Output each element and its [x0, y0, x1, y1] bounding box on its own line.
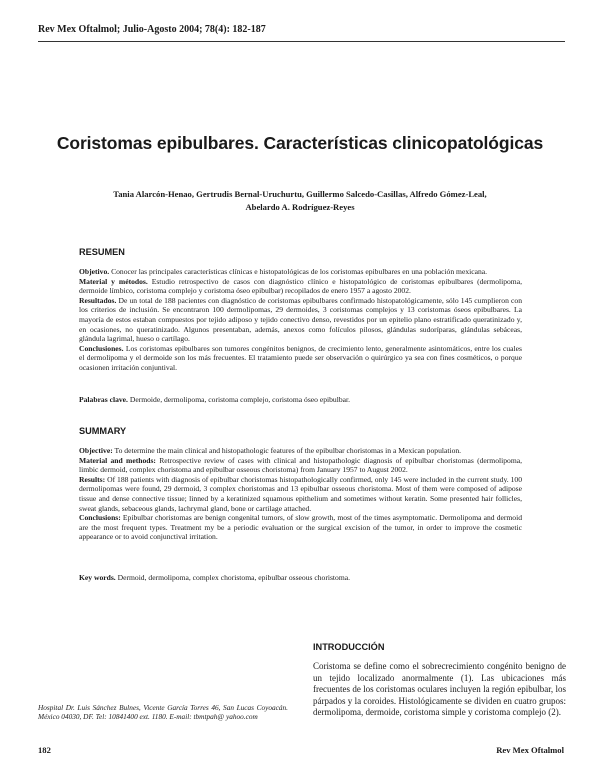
conclusions-text: Epibulbar choristomas are benign congenital tumors, of slow growth, most of the times asymptomatic. Dermolipoma and dermoid are the most frequent types. Treatment my be a periodic evaluation or the surgical excision of the tumor, in order to improve the cosmetic appearance or to avoid conjunctival irritation.: [79, 513, 522, 542]
resumen-objetivo: [79, 267, 522, 277]
page-number: 182: [38, 745, 51, 755]
summary-conclusions: [79, 513, 522, 542]
keywords-text: Dermoid, dermolipoma, complex choristoma, epibulbar osseous choristoma.: [115, 573, 351, 582]
resumen-conclusiones: [79, 344, 522, 373]
summary-heading: SUMMARY: [79, 426, 127, 436]
header-rule: [38, 41, 565, 42]
summary-body: [79, 446, 522, 542]
material-text: Estudio retrospectivo de casos con diagnóstico clínico e histopatológico de coristomas epibulbares (dermolipoma, dermoide límbico, coristoma complejo y coristoma óseo epibulbar) recopilados de enero 1957 a agosto 2002.: [79, 276, 522, 296]
introduccion-heading: INTRODUCCIÓN: [313, 642, 385, 652]
authors-line-1: Tania Alarcón-Henao, Gertrudis Bernal-Uruchurtu, Guillermo Salcedo-Casillas, Alfredo Gómez-Leal,: [113, 189, 487, 199]
key-words: [79, 573, 522, 583]
methods-label: Material and methods:: [79, 455, 156, 465]
article-title: Coristomas epibulbares. Características clinicopatológicas: [56, 133, 544, 153]
affiliation-note: Hospital Dr. Luis Sánchez Bulnes, Vicente García Torres 46, San Lucas Coyoacán. México 04030, DF. Tel: 10841400 ext. 1180. E-mail: tbmtpah@ yahoo.com: [38, 703, 288, 722]
material-label: Material y métodos.: [79, 276, 148, 286]
authors-line-2: Abelardo A. Rodríguez-Reyes: [245, 202, 355, 212]
resumen-body: [79, 267, 522, 373]
palabras-text: Dermoide, dermolipoma, coristoma complejo, coristoma óseo epibulbar.: [127, 395, 350, 404]
resumen-material: [79, 277, 522, 296]
resultados-text: De un total de 188 pacientes con diagnóstico de coristomas epibulbares confirmado histopatológicamente, sólo 145 cumplieron con los criterios de inclusión. Se encontraron 100 dermolipomas, 29 dermoides, 3 coristomas complejos y 13 coristomas óseos epibulbares. La mayoría de estos estaban compuestos por tejido adiposo y tejido conectivo denso, revestidos por un epitelio plano estratificado queratinizado y, en ocasiones, no queratinizado. Algunos presentaban, además, anexos como folículos pilosos, glándulas sudoríparas, glándulas sebáceas, glándula lagrimal, hueso o cartílago.: [79, 295, 522, 344]
results-label: Results:: [79, 474, 106, 484]
summary-results: [79, 475, 522, 513]
methods-text: Retrospective review of cases with clinical and histopathologic diagnosis of epibulbar choristomas (dermolipoma, limbic dermoid, complex choristoma and epibulbar osseous choristoma) from January 1957 to August 2002.: [79, 455, 522, 475]
resumen-heading: RESUMEN: [79, 247, 125, 257]
footer-journal: Rev Mex Oftalmol: [496, 745, 564, 755]
objective-label: Objective:: [79, 446, 113, 455]
running-header: Rev Mex Oftalmol; Julio-Agosto 2004; 78(4): 182-187: [38, 24, 266, 35]
objetivo-label: Objetivo.: [79, 267, 110, 276]
objetivo-text: Conocer las principales características clínicas e histopatológicas de los coristomas epibulbares en una población mexicana.: [109, 267, 488, 276]
resumen-resultados: [79, 296, 522, 344]
author-list: [100, 188, 500, 214]
introduccion-text: Coristoma se define como el sobrecrecimiento congénito benigno de un tejido localizado anormalmente (1). Las ubicaciones más frecuentes de los coristomas oculares incluyen la región epibulbar, los párpados y la coroides. Histológicamente se dividen en cuatro grupos: dermolipoma, dermoide, coristoma simple y coristoma complejo (2).: [313, 661, 566, 717]
summary-methods: [79, 456, 522, 475]
palabras-clave: [79, 395, 522, 405]
palabras-label: Palabras clave.: [79, 395, 128, 404]
results-text: Of 188 patients with diagnosis of epibulbar choristomas histopathologically confirmed, only 145 were included in the current study. 100 dermolipomas were found, 29 dermoid, 3 complex choristomas and 13 epibulbar osseous choristoma. Most of them were composed of adipose tissue and dense connective tissue; linned by a keratinized squamous epithelium and sometimes without keratin. Some presented hair follicles, sweat glands, sebaceous glands, lachrymal gland, bone or cartilage attached.: [79, 474, 522, 513]
conclusiones-label: Conclusiones.: [79, 343, 124, 353]
conclusions-label: Conclusions:: [79, 513, 121, 523]
keywords-label: Key words.: [79, 573, 116, 582]
resultados-label: Resultados.: [79, 295, 117, 305]
summary-objective: [79, 446, 522, 456]
conclusiones-text: Los coristomas epibulbares son tumores congénitos benignos, de crecimiento lento, generalmente asintomáticos, entre los cuales el dermolipoma y el dermoide son los más frecuentes. El tratamiento puede ser observación o quirúrgico ya sea con fines cosméticos, o porque ocasionen irritación conjuntival.: [79, 343, 522, 372]
objective-text: To determine the main clinical and histopathologic features of the epibulbar choristomas in a Mexican population.: [112, 446, 462, 455]
